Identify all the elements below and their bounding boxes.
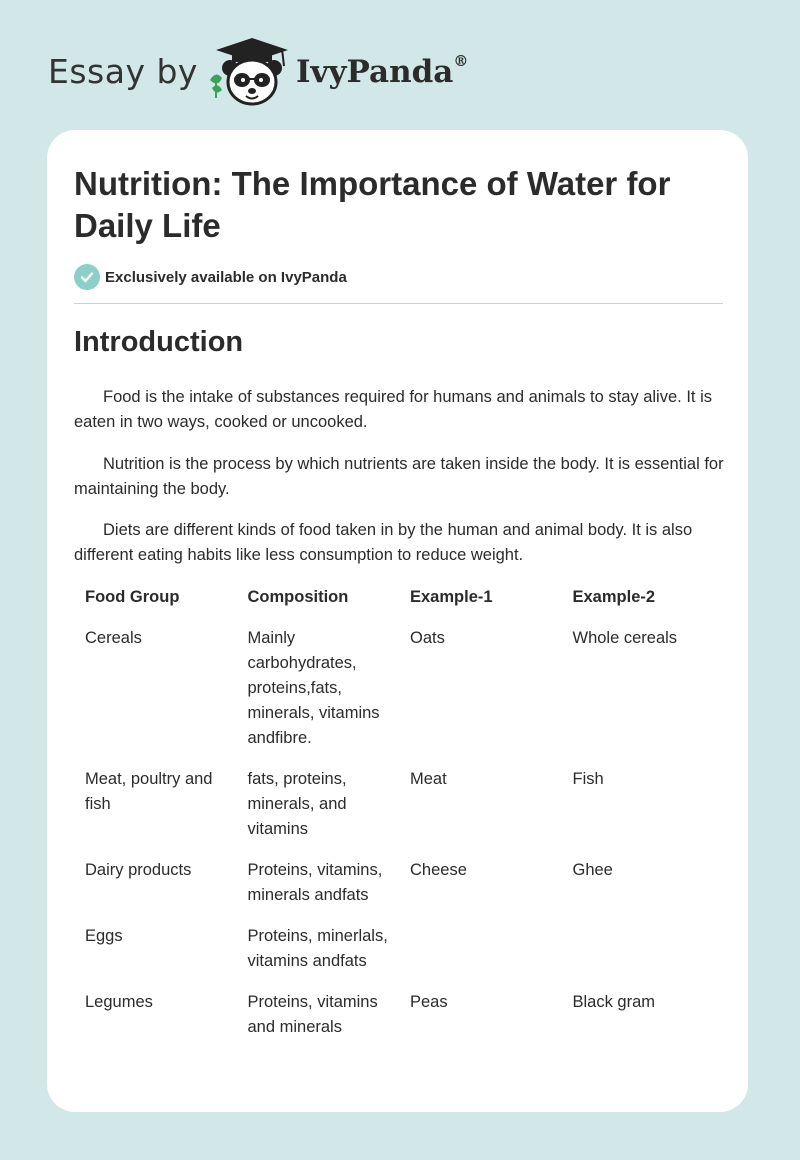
paragraph: Nutrition is the process by which nutrients are taken inside the body. It is essential for maintaining the body. (74, 455, 724, 498)
table-cell: Mainly carbohydrates, proteins,fats, minerals, vitamins andfibre. (247, 629, 380, 747)
table-cell: Ghee (572, 861, 613, 879)
checkmark-icon (80, 270, 94, 284)
table-cell: Cereals (85, 629, 142, 647)
divider (74, 303, 723, 304)
essay-card (47, 130, 748, 1112)
table-cell: Peas (410, 993, 448, 1011)
table-cell: Proteins, vitamins and minerals (247, 993, 378, 1036)
table-cell: Eggs (85, 927, 123, 945)
table-cell (399, 920, 562, 986)
page-title: Nutrition: The Importance of Water for Daily Life (74, 165, 671, 244)
column-header: Composition (247, 588, 349, 606)
table-cell: fats, proteins, minerals, and vitamins (247, 770, 347, 838)
table-cell: Dairy products (85, 861, 192, 879)
table-row (74, 986, 724, 1052)
brand-name[interactable] (296, 54, 468, 90)
table-row (74, 622, 724, 763)
badge-text: Exclusively available on IvyPanda (105, 268, 347, 286)
table-cell: Proteins, vitamins, minerals andfats (247, 861, 383, 904)
table-cell (562, 920, 725, 986)
table-cell: Legumes (85, 993, 153, 1011)
registered-mark: ® (453, 52, 469, 70)
essay-by-label: Essay by (48, 52, 198, 91)
panda-graduate-logo-icon[interactable] (202, 36, 298, 108)
food-group-table (74, 581, 724, 1052)
section-heading: Introduction (74, 326, 244, 358)
paragraph: Food is the intake of substances required for humans and animals to stay alive. It is eaten in two ways, cooked or uncooked. (74, 388, 712, 431)
table-header-row (74, 581, 724, 622)
table-cell: Fish (572, 770, 604, 788)
table-cell: Meat, poultry and fish (85, 770, 213, 813)
table-row (74, 920, 724, 986)
table-cell: Meat (410, 770, 447, 788)
table-row (74, 854, 724, 920)
brand-name-text: IvyPanda (296, 54, 454, 90)
table-row (74, 763, 724, 854)
column-header: Example-1 (410, 588, 493, 606)
table-cell: Whole cereals (572, 629, 678, 647)
site-header (48, 36, 748, 108)
column-header: Food Group (85, 588, 180, 606)
check-circle-icon (74, 264, 100, 290)
column-header: Example-2 (572, 588, 656, 606)
table-cell: Cheese (410, 861, 467, 879)
exclusive-badge (74, 264, 347, 290)
table-cell: Black gram (572, 993, 656, 1011)
table-cell: Proteins, minerlals, vitamins andfats (247, 927, 388, 970)
table-cell: Oats (410, 629, 445, 647)
paragraph: Diets are different kinds of food taken in by the human and animal body. It is also different eating habits like less consumption to reduce weight. (74, 521, 693, 564)
